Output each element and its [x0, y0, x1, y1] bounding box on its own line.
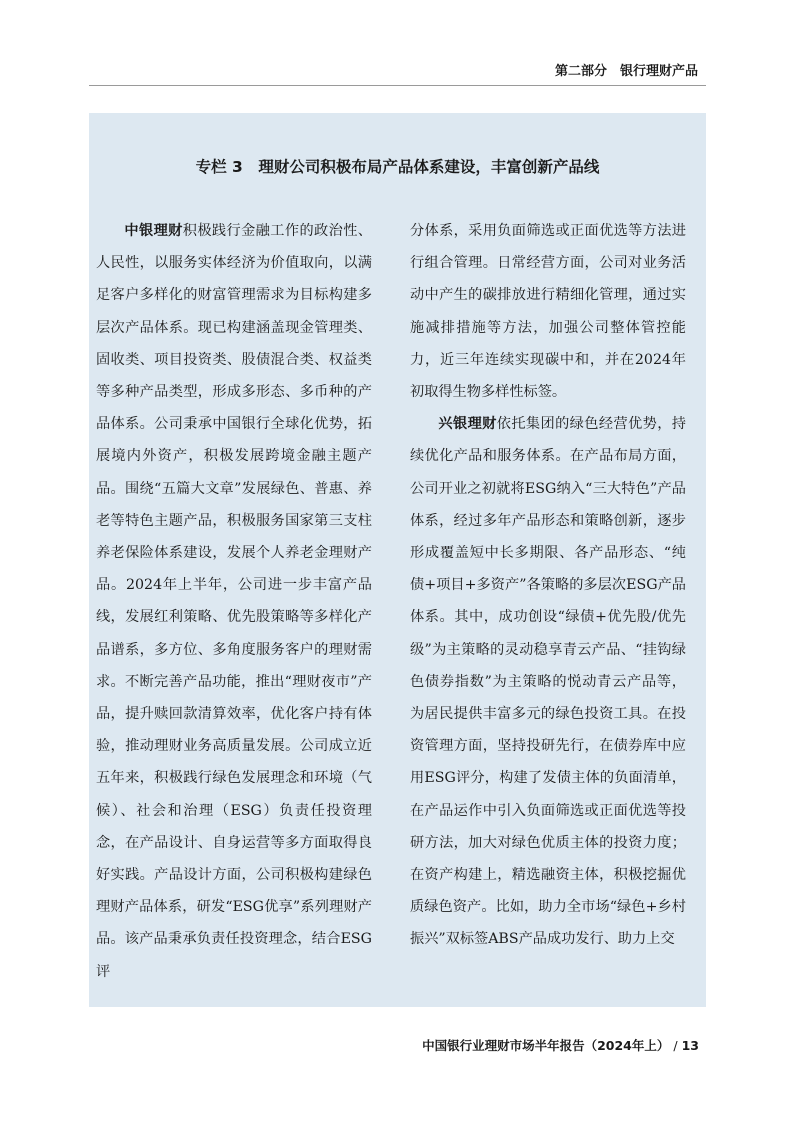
- paragraph-continuation: 分体系，采用负面筛选或正面优选等方法进行组合管理。日常经营方面，公司对业务活动中产生的碳排放进行精细化管理，通过实施减排措施等方法，加强公司整体管控能力，近三年连续实现碳中和，并在2024年初取得生物多样性标签。: [410, 223, 686, 401]
- page-footer: [422, 1036, 699, 1054]
- left-column: [96, 215, 372, 988]
- bank-name: 兴银理财: [438, 416, 497, 433]
- header-divider: [89, 85, 706, 86]
- page-number: 13: [681, 1038, 699, 1053]
- paragraph-text: 积极践行金融工作的政治性、人民性，以服务实体经济为价值取向，以满足客户多样化的财富管理需求为目标构建多层次产品体系。现已构建涵盖现金管理类、固收类、项目投资类、股债混合类、权益类等多种产品类型，形成多形态、多币种的产品体系。公司秉承中国银行全球化优势，拓展境内外资产，积极发展跨境金融主题产品。围绕“五篇大文章”发展绿色、普惠、养老等特色主题产品，积极服务国家第三支柱养老保险体系建设，发展个人养老金理财产品。2024年上半年，公司进一步丰富产品线，发展红利策略、优先股策略等多样化产品谱系，多方位、多角度服务客户的理财需求。不断完善产品功能，推出“理财夜市”产品，提升赎回款清算效率，优化客户持有体验，推动理财业务高质量发展。公司成立近五年来，积极践行绿色发展理念和环境（气候）、社会和治理（ESG）负责任投资理念，在产品设计、自身运营等多方面取得良好实践。产品设计方面，公司积极构建绿色理财产品体系，研发“ESG优享”系列理财产品。该产品秉承负责任投资理念，结合ESG评: [96, 223, 372, 980]
- paragraph-bank-of-china-wealth: [96, 215, 372, 988]
- section-header: 第二部分 银行理财产品: [554, 64, 698, 79]
- paragraph-text: 依托集团的绿色经营优势，持续优化产品和服务体系。在产品布局方面，公司开业之初就将ESG纳入“三大特色”产品体系，经过多年产品形态和策略创新，逐步形成覆盖短中长多期限、各产品形态、“纯债+项目+多资产”各策略的多层次ESG产品体系。其中，成功创设“绿债+优先股/优先级”为主策略的灵动稳享青云产品、“挂钩绿色债券指数”为主策略的悦动青云产品等，为居民提供丰富多元的绿色投资工具。在投资管理方面，坚持投研先行，在债券库中应用ESG评分，构建了发债主体的负面清单，在产品运作中引入负面筛选或正面优选等投研方法，加大对绿色优质主体的投资力度；在资产构建上，精选融资主体，积极挖掘优质绿色资产。比如，助力全市场“绿色+乡村振兴”双标签ABS产品成功发行、助力上交: [410, 416, 686, 948]
- paragraph-cib-wealth: [410, 408, 686, 955]
- bank-name: 中银理财: [124, 223, 183, 239]
- footer-separator: /: [673, 1038, 678, 1053]
- report-title: 中国银行业理财市场半年报告（2024年上）: [422, 1038, 670, 1053]
- right-column: [410, 215, 686, 956]
- column-box: [89, 113, 706, 1007]
- box-title: 专栏 3 理财公司积极布局产品体系建设，丰富创新产品线: [195, 158, 600, 176]
